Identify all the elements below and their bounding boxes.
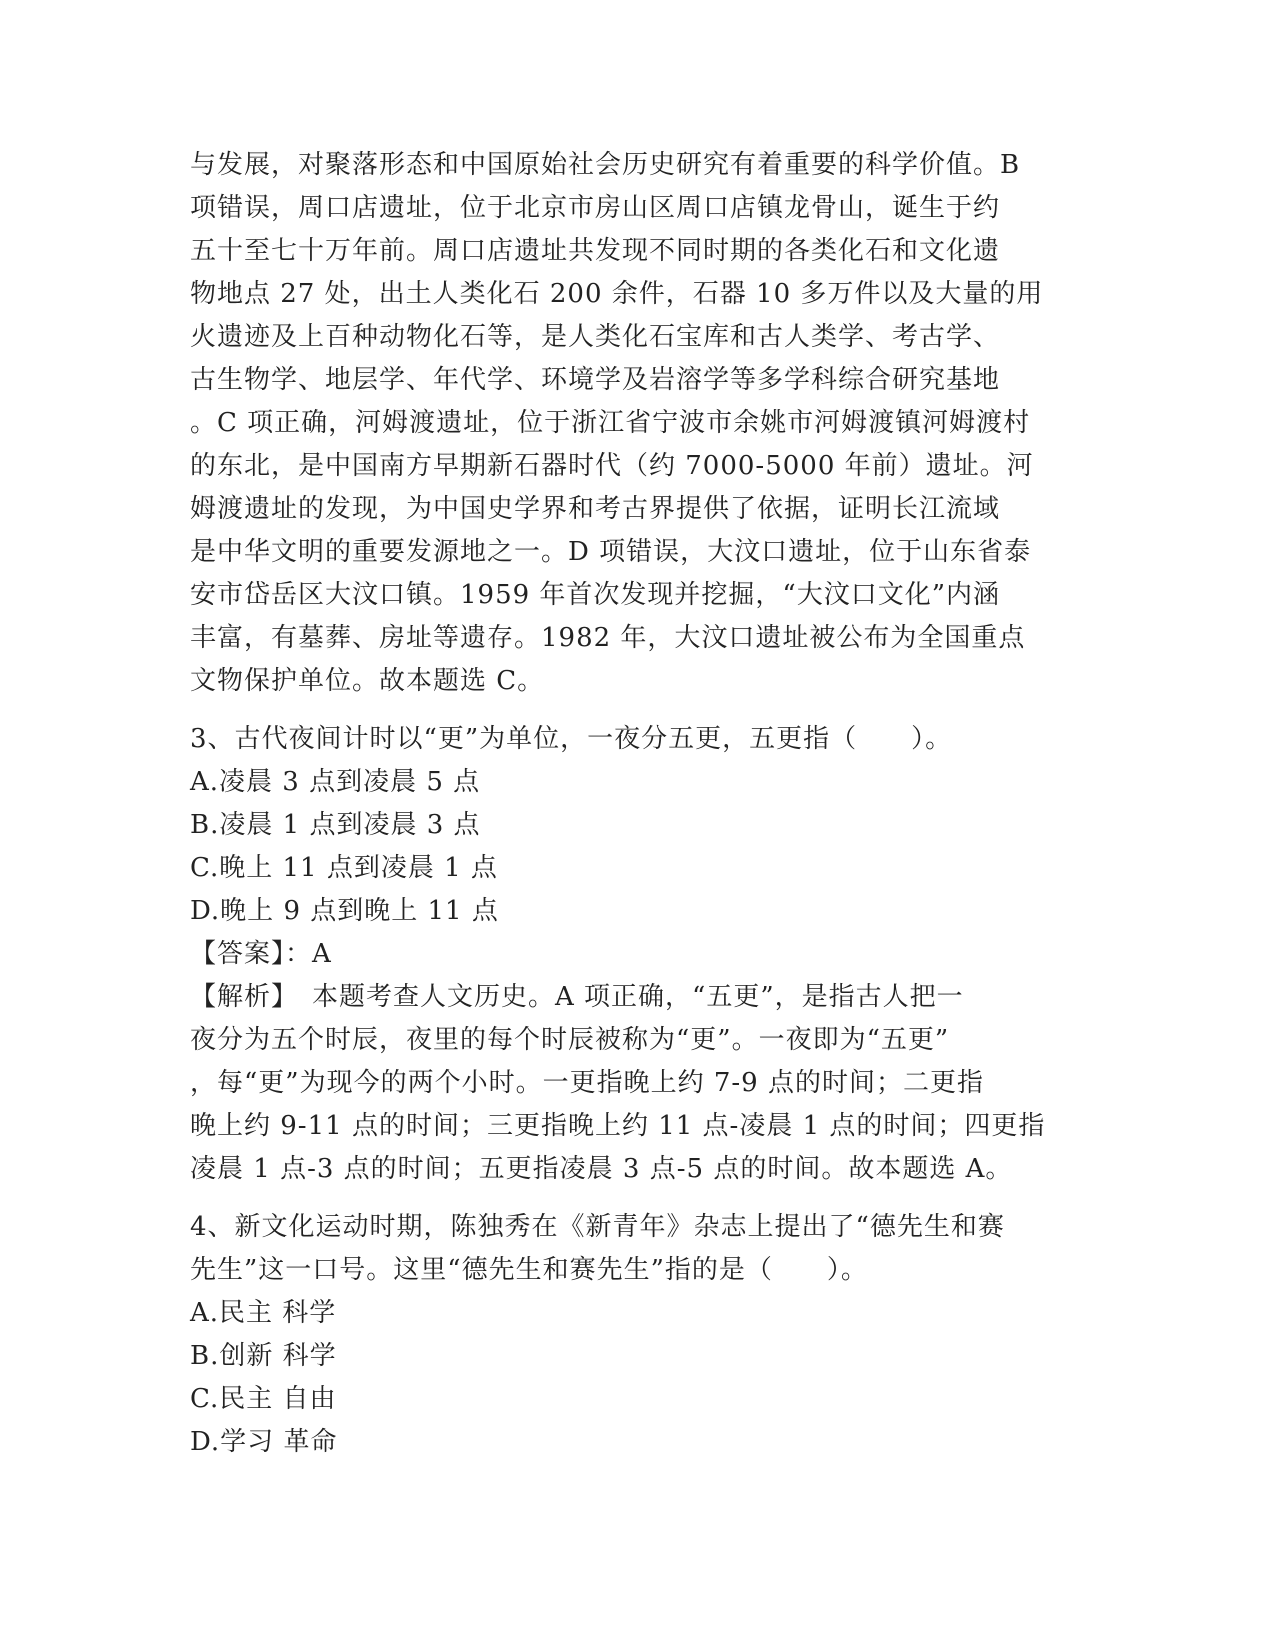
text-line: 是中华文明的重要发源地之一。D 项错误，大汶口遗址，位于山东省泰 [190, 537, 1032, 567]
text-line: 古生物学、地层学、年代学、环境学及岩溶学等多学科综合研究基地 [190, 365, 1001, 395]
text-line: 安市岱岳区大汶口镇。1959 年首次发现并挖掘，“大汶口文化”内涵 [190, 580, 1001, 610]
analysis-line: 凌晨 1 点-3 点的时间；五更指凌晨 3 点-5 点的时间。故本题选 A。 [190, 1154, 1013, 1184]
question-stem: 先生”这一口号。这里“德先生和赛先生”指的是（ ）。 [190, 1255, 868, 1285]
analysis-line: 晚上约 9-11 点的时间；三更指晚上约 11 点-凌晨 1 点的时间；四更指 [190, 1111, 1046, 1141]
explanation-continued [190, 144, 1090, 703]
option-a: A.民主 科学 [190, 1298, 337, 1328]
text-line: 文物保护单位。故本题选 C。 [190, 666, 545, 696]
text-line: 的东北，是中国南方早期新石器时代（约 7000-5000 年前）遗址。河 [190, 451, 1034, 481]
option-a: A.凌晨 3 点到凌晨 5 点 [190, 767, 481, 797]
text-line: 。C 项正确，河姆渡遗址，位于浙江省宁波市余姚市河姆渡镇河姆渡村 [190, 408, 1031, 438]
analysis-line: 夜分为五个时辰，夜里的每个时辰被称为“更”。一夜即为“五更” [190, 1025, 950, 1055]
question-4 [190, 1206, 1090, 1464]
document-content [190, 144, 1090, 1464]
question-stem: 4、新文化运动时期，陈独秀在《新青年》杂志上提出了“德先生和赛 [190, 1212, 1005, 1242]
text-line: 火遗迹及上百种动物化石等，是人类化石宝库和古人类学、考古学、 [190, 322, 1001, 352]
option-c: C.晚上 11 点到凌晨 1 点 [190, 853, 498, 883]
option-d: D.学习 革命 [190, 1427, 338, 1457]
question-stem: 3、古代夜间计时以“更”为单位，一夜分五更，五更指（ ）。 [190, 724, 953, 754]
question-3 [190, 718, 1090, 1191]
answer-label: 【答案】：A [190, 939, 332, 969]
text-line: 项错误，周口店遗址，位于北京市房山区周口店镇龙骨山，诞生于约 [190, 193, 1001, 223]
analysis-line: ，每“更”为现今的两个小时。一更指晚上约 7-9 点的时间；二更指 [190, 1068, 984, 1098]
analysis-line: 【解析】 本题考查人文历史。A 项正确，“五更”，是指古人把一 [190, 982, 964, 1012]
option-c: C.民主 自由 [190, 1384, 337, 1414]
option-b: B.创新 科学 [190, 1341, 337, 1371]
text-line: 与发展，对聚落形态和中国原始社会历史研究有着重要的科学价值。B [190, 150, 1021, 180]
option-b: B.凌晨 1 点到凌晨 3 点 [190, 810, 481, 840]
text-line: 五十至七十万年前。周口店遗址共发现不同时期的各类化石和文化遗 [190, 236, 1001, 266]
paragraph-gap [190, 1191, 1090, 1206]
paragraph-gap [190, 703, 1090, 718]
text-line: 物地点 27 处，出土人类化石 200 余件，石器 10 多万件以及大量的用 [190, 279, 1044, 309]
text-line: 丰富，有墓葬、房址等遗存。1982 年，大汶口遗址被公布为全国重点 [190, 623, 1026, 653]
text-line: 姆渡遗址的发现，为中国史学界和考古界提供了依据，证明长江流域 [190, 494, 1001, 524]
option-d: D.晚上 9 点到晚上 11 点 [190, 896, 499, 926]
